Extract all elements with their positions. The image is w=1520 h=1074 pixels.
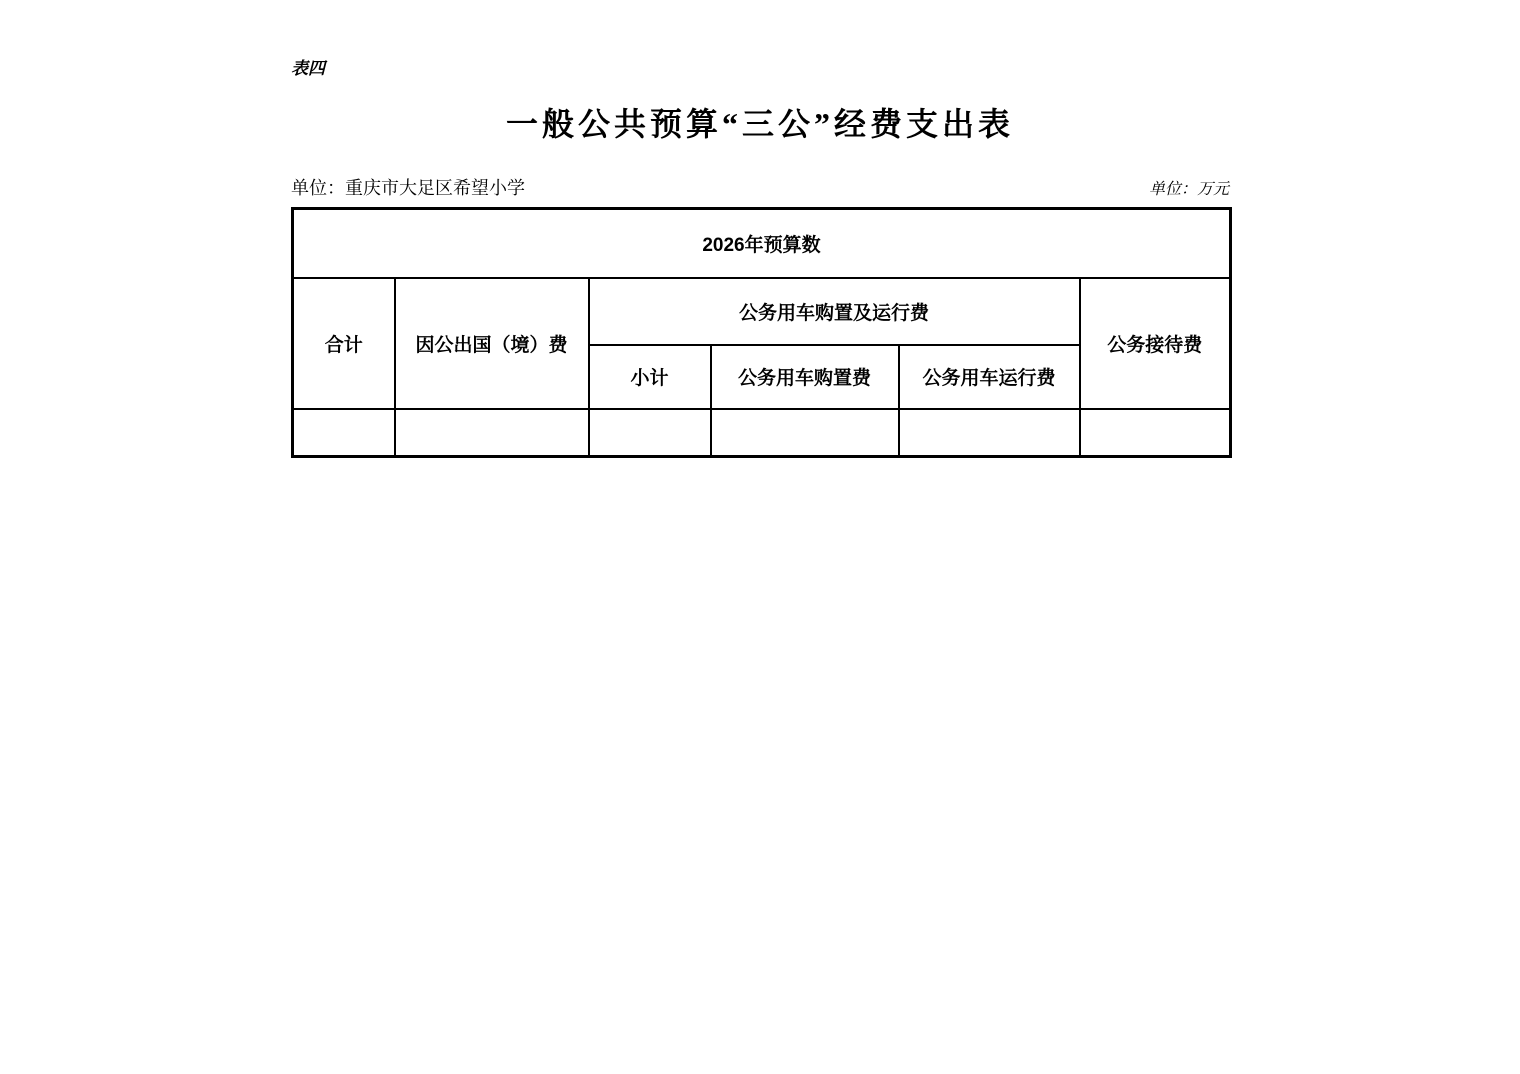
table-row-main-header bbox=[293, 278, 1231, 345]
org-unit-label: 单位：重庆市大足区希望小学 bbox=[291, 178, 525, 198]
data-cell-vehicle-purchase-fee bbox=[711, 409, 899, 457]
table-row-year-header bbox=[293, 209, 1231, 278]
data-cell-vehicle-subtotal bbox=[589, 409, 711, 457]
page-title: 一般公共预算“三公”经费支出表 bbox=[505, 106, 1014, 142]
col-header-vehicle-purchase-fee: 公务用车购置费 bbox=[711, 345, 899, 409]
data-cell-abroad-fee bbox=[395, 409, 589, 457]
year-header-cell: 2026年预算数 bbox=[293, 209, 1231, 278]
col-header-vehicle-operation-fee: 公务用车运行费 bbox=[899, 345, 1080, 409]
unit-line bbox=[291, 174, 1229, 200]
col-header-total: 合计 bbox=[293, 278, 395, 409]
currency-unit-label: 单位：万元 bbox=[1148, 181, 1229, 198]
data-cell-vehicle-operation-fee bbox=[899, 409, 1080, 457]
col-header-vehicle-group: 公务用车购置及运行费 bbox=[589, 278, 1080, 345]
data-cell-total bbox=[293, 409, 395, 457]
col-header-abroad-fee: 因公出国（境）费 bbox=[395, 278, 589, 409]
col-header-reception-fee: 公务接待费 bbox=[1080, 278, 1231, 409]
data-cell-reception-fee bbox=[1080, 409, 1231, 457]
table-row-data bbox=[293, 409, 1231, 457]
table-number-label: 表四 bbox=[291, 59, 325, 78]
budget-table bbox=[291, 207, 1232, 458]
col-header-vehicle-subtotal: 小计 bbox=[589, 345, 711, 409]
